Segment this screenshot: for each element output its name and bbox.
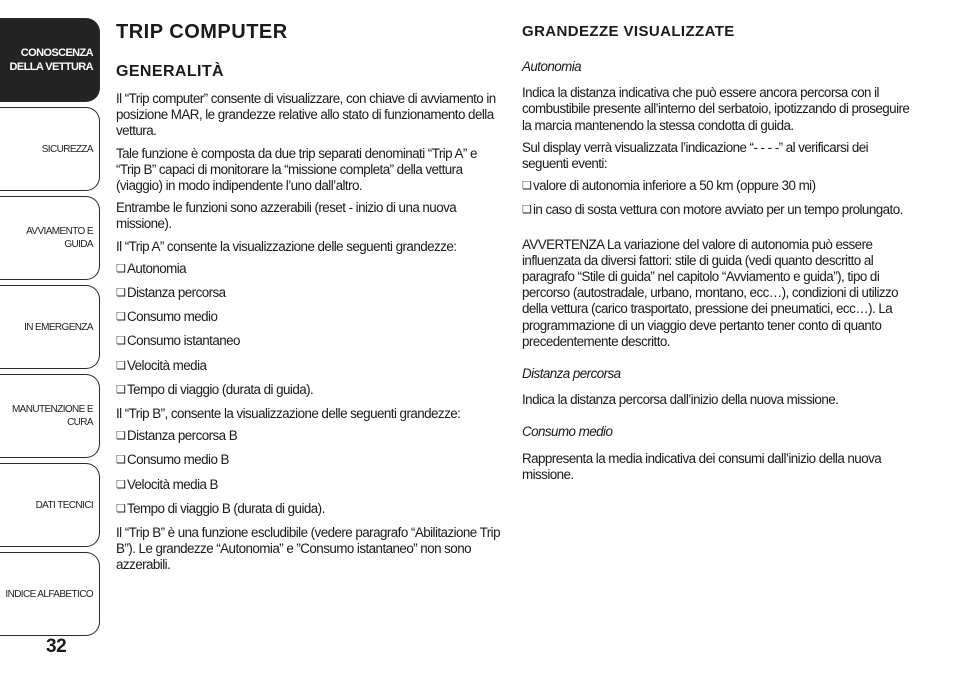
tab-avviamento-e-guida[interactable] <box>0 196 100 280</box>
list-item: ❏ Tempo di viaggio (durata di guida). <box>116 382 500 398</box>
paragraph: Indica la distanza indicativa che può essere ancora percorsa con il combustibile presente all’interno del serbatoio, ipotizzando di proseguire la marcia mantenendo la stessa condotta di guida. <box>522 85 910 133</box>
list-item: ❏ Distanza percorsa B <box>116 428 500 444</box>
tab-label: AVVIAMENTO E GUIDA <box>26 226 93 250</box>
page-title: TRIP COMPUTER <box>116 21 288 43</box>
list-item: ❏ Velocità media <box>116 358 500 374</box>
paragraph: Tale funzione è composta da due trip separati denominati “Trip A” e “Trip B” capaci di monitorare la “missione completa” della vettura (viaggio) in modo indipendente l’uno dall’altro. <box>116 145 477 194</box>
list-item: ❏ Tempo di viaggio B (durata di guida). <box>116 501 500 517</box>
subheading-consumo: Consumo medio <box>522 424 613 440</box>
chapter-sidebar <box>0 18 100 641</box>
paragraph: Sul display verrà visualizzata l’indicazione “- - - -” al verificarsi dei seguenti eventi: <box>522 139 869 172</box>
paragraph: Rappresenta la media indicativa dei consumi dall’inizio della nuova missione. <box>522 450 882 482</box>
tab-label: SICUREZZA <box>41 143 93 155</box>
tab-conoscenza-della-vettura[interactable] <box>0 18 100 102</box>
paragraph: Indica la distanza percorsa dall’inizio della nuova missione. <box>522 392 839 408</box>
paragraph: Entrambe le funzioni sono azzerabili (reset - inizio di una nuova missione). <box>116 200 457 232</box>
subheading-autonomia: Autonomia <box>522 59 582 74</box>
tab-label: DATI TECNICI <box>35 499 93 511</box>
tab-manutenzione-e-cura[interactable] <box>0 374 100 458</box>
left-column <box>116 18 500 580</box>
tab-label: IN EMERGENZA <box>24 321 93 333</box>
paragraph: Il “Trip computer” consente di visualizzare, con chiave di avviamento in posizione MAR, le grandezze relative allo stato di funzionamento della vettura. <box>116 91 496 139</box>
tab-label: INDICE ALFABETICO <box>5 588 93 600</box>
paragraph: Il “Trip B” è una funzione escludibile (vedere paragrafo “Abilitazione Trip B”). Le grandezze “Autonomia” e ”Consumo istantaneo” non sono azzerabili. <box>116 525 500 573</box>
list-item: ❏ in caso di sosta vettura con motore avviato per un tempo prolungato. <box>522 202 912 218</box>
paragraph: Il “Trip B”, consente la visualizzazione delle seguenti grandezze: <box>116 406 461 422</box>
list-item: ❏ Consumo medio <box>116 309 500 325</box>
tab-indice-alfabetico[interactable] <box>0 552 100 636</box>
list-item: ❏ valore di autonomia inferiore a 50 km (oppure 30 mi) <box>522 178 912 194</box>
list-item: ❏ Autonomia <box>116 261 500 277</box>
list-item: ❏ Consumo istantaneo <box>116 333 500 349</box>
section-heading: GENERALITÀ <box>116 63 224 80</box>
subheading-distanza: Distanza percorsa <box>522 366 621 382</box>
tab-in-emergenza[interactable] <box>0 285 100 369</box>
section-title: GRANDEZZE VISUALIZZATE <box>522 23 735 40</box>
tab-sicurezza[interactable] <box>0 107 100 191</box>
tab-label: MANUTENZIONE E CURA <box>11 404 93 428</box>
page-number: 32 <box>46 636 67 657</box>
list-item: ❏ Consumo medio B <box>116 452 500 468</box>
warning-paragraph: AVVERTENZA La variazione del valore di autonomia può essere influenzata da diversi fattori: stile di guida (vedi quanto descritto al paragrafo “Stile di guida” nel capitolo “Avviamento e guida”), tipo di percorso (autostradale, urbano, montano, ecc…), condizioni di utilizzo della vettura (carico trasportato, pressione dei pneumatici, ecc…). La programmazione di un viaggio deve pertanto tener conto di quanto precedentemente descritto. <box>522 236 899 349</box>
tab-label: CONOSCENZA DELLA VETTURA <box>9 46 93 73</box>
list-item: ❏ Velocità media B <box>116 477 500 493</box>
right-column <box>522 18 912 489</box>
tab-dati-tecnici[interactable] <box>0 463 100 547</box>
list-item: ❏ Distanza percorsa <box>116 285 500 301</box>
paragraph: Il “Trip A” consente la visualizzazione delle seguenti grandezze: <box>116 238 457 254</box>
